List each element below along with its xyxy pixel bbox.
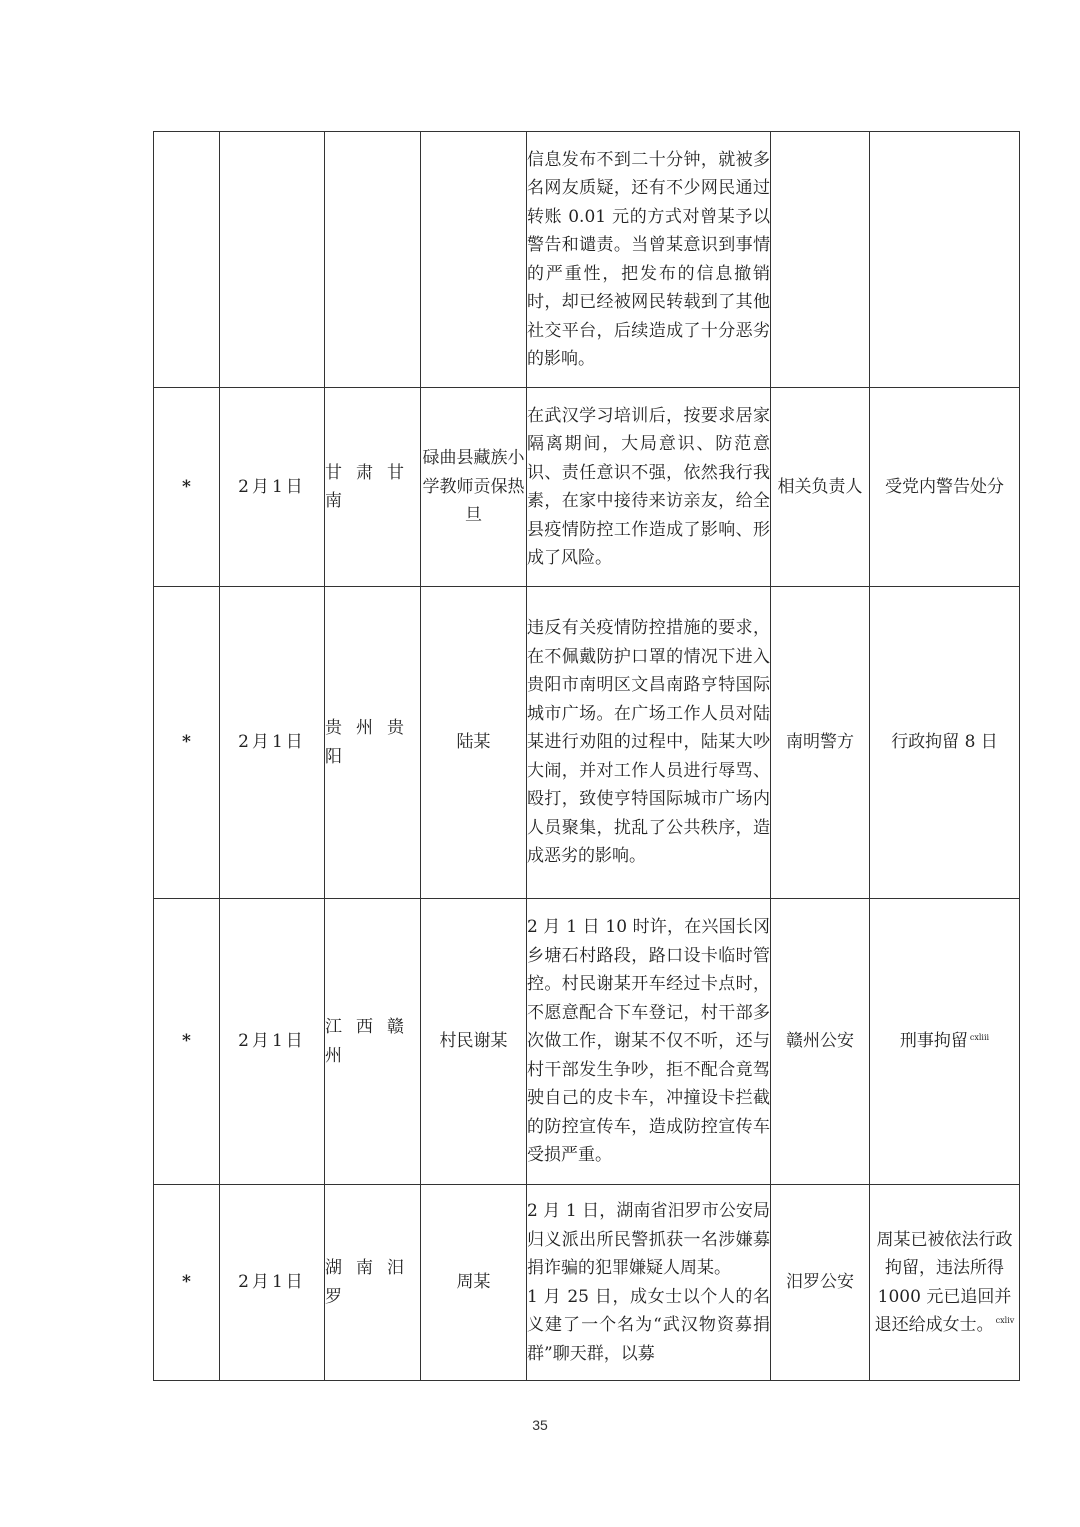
place-cell: 湖南汨罗: [325, 1185, 421, 1381]
mark-cell: *: [154, 1185, 220, 1381]
description-cell: [527, 388, 771, 587]
footnote-marker: cxliv: [995, 1316, 1015, 1326]
result-cell: [870, 132, 1020, 388]
name-cell: 周某: [421, 1185, 527, 1381]
result-cell: [870, 899, 1020, 1185]
description-cell: [527, 132, 771, 388]
department-cell: 南明警方: [771, 587, 870, 899]
result-text: 周某已被依法行政拘留，违法所得 1000 元已追回并退还给成女士。: [874, 1229, 1013, 1335]
name-cell: 陆某: [421, 587, 527, 899]
description-text: 违反有关疫情防控措施的要求，在不佩戴防护口罩的情况下进入贵阳市南明区文昌南路亨特国际城市广场。在广场工作人员对陆某进行劝阻的过程中，陆某大吵大闹，并对工作人员进行辱骂、殴打，致使亨特国际城市广场内人员聚集，扰乱了公共秩序，造成恶劣的影响。: [527, 618, 770, 867]
name-cell: [421, 132, 527, 388]
table-row: [154, 388, 1020, 587]
date-cell: 2月1日: [220, 899, 325, 1185]
date-cell: 2月1日: [220, 388, 325, 587]
department-cell: 赣州公安: [771, 899, 870, 1185]
incident-table: [153, 131, 1020, 1381]
description-text: 在武汉学习培训后，按要求居家隔离期间，大局意识、防范意识、责任意识不强，依然我行我素，在家中接待来访亲友，给全县疫情防控工作造成了影响、形成了风险。: [527, 405, 770, 568]
department-cell: 相关负责人: [771, 388, 870, 587]
date-cell: 2月1日: [220, 1185, 325, 1381]
page-number: 35: [532, 1417, 548, 1433]
result-cell: 行政拘留 8 日: [870, 587, 1020, 899]
result-cell: 受党内警告处分: [870, 388, 1020, 587]
name-cell: 碌曲县藏族小学教师贡保热旦: [421, 388, 527, 587]
place-cell: 甘肃甘南: [325, 388, 421, 587]
mark-cell: *: [154, 388, 220, 587]
result-text: 刑事拘留: [899, 1031, 968, 1052]
place-cell: 贵州贵阳: [325, 587, 421, 899]
mark-cell: *: [154, 899, 220, 1185]
description-text: 2 月 1 日 10 时许，在兴国长冈乡塘石村路段，路口设卡临时管控。村民谢某开车经过卡点时，不愿意配合下车登记，村干部多次做工作，谢某不仅不听，还与村干部发生争吵，拒不配合竟驾驶自己的皮卡车，冲撞设卡拦截的防控宣传车，造成防控宣传车受损严重。: [527, 917, 770, 1166]
result-cell: [870, 1185, 1020, 1381]
place-cell: [325, 132, 421, 388]
department-cell: [771, 132, 870, 388]
place-cell: 江西赣州: [325, 899, 421, 1185]
description-text: 2 月 1 日，湖南省汨罗市公安局归义派出所民警抓获一名涉嫌募捐诈骗的犯罪嫌疑人周某。: [527, 1201, 770, 1278]
table-row: [154, 132, 1020, 388]
department-cell: 汨罗公安: [771, 1185, 870, 1381]
mark-cell: [154, 132, 220, 388]
description-text-continued: 1 月 25 日，成女士以个人的名义建了一个名为“武汉物资募捐群”聊天群，以募: [527, 1286, 770, 1364]
description-text: 信息发布不到二十分钟，就被多名网友质疑，还有不少网民通过转账 0.01 元的方式对曾某予以警告和谴责。当曾某意识到事情的严重性，把发布的信息撤销时，却已经被网民转载到了其他社交平台，后续造成了十分恶劣的影响。: [527, 149, 770, 369]
mark-cell: *: [154, 587, 220, 899]
date-cell: [220, 132, 325, 388]
footnote-marker: cxliii: [969, 1032, 990, 1042]
date-cell: 2月1日: [220, 587, 325, 899]
name-cell: 村民谢某: [421, 899, 527, 1185]
table-row: [154, 1185, 1020, 1381]
description-cell: [527, 899, 771, 1185]
description-cell: [527, 1185, 771, 1381]
table-row: [154, 899, 1020, 1185]
description-cell: [527, 587, 771, 899]
table-row: [154, 587, 1020, 899]
